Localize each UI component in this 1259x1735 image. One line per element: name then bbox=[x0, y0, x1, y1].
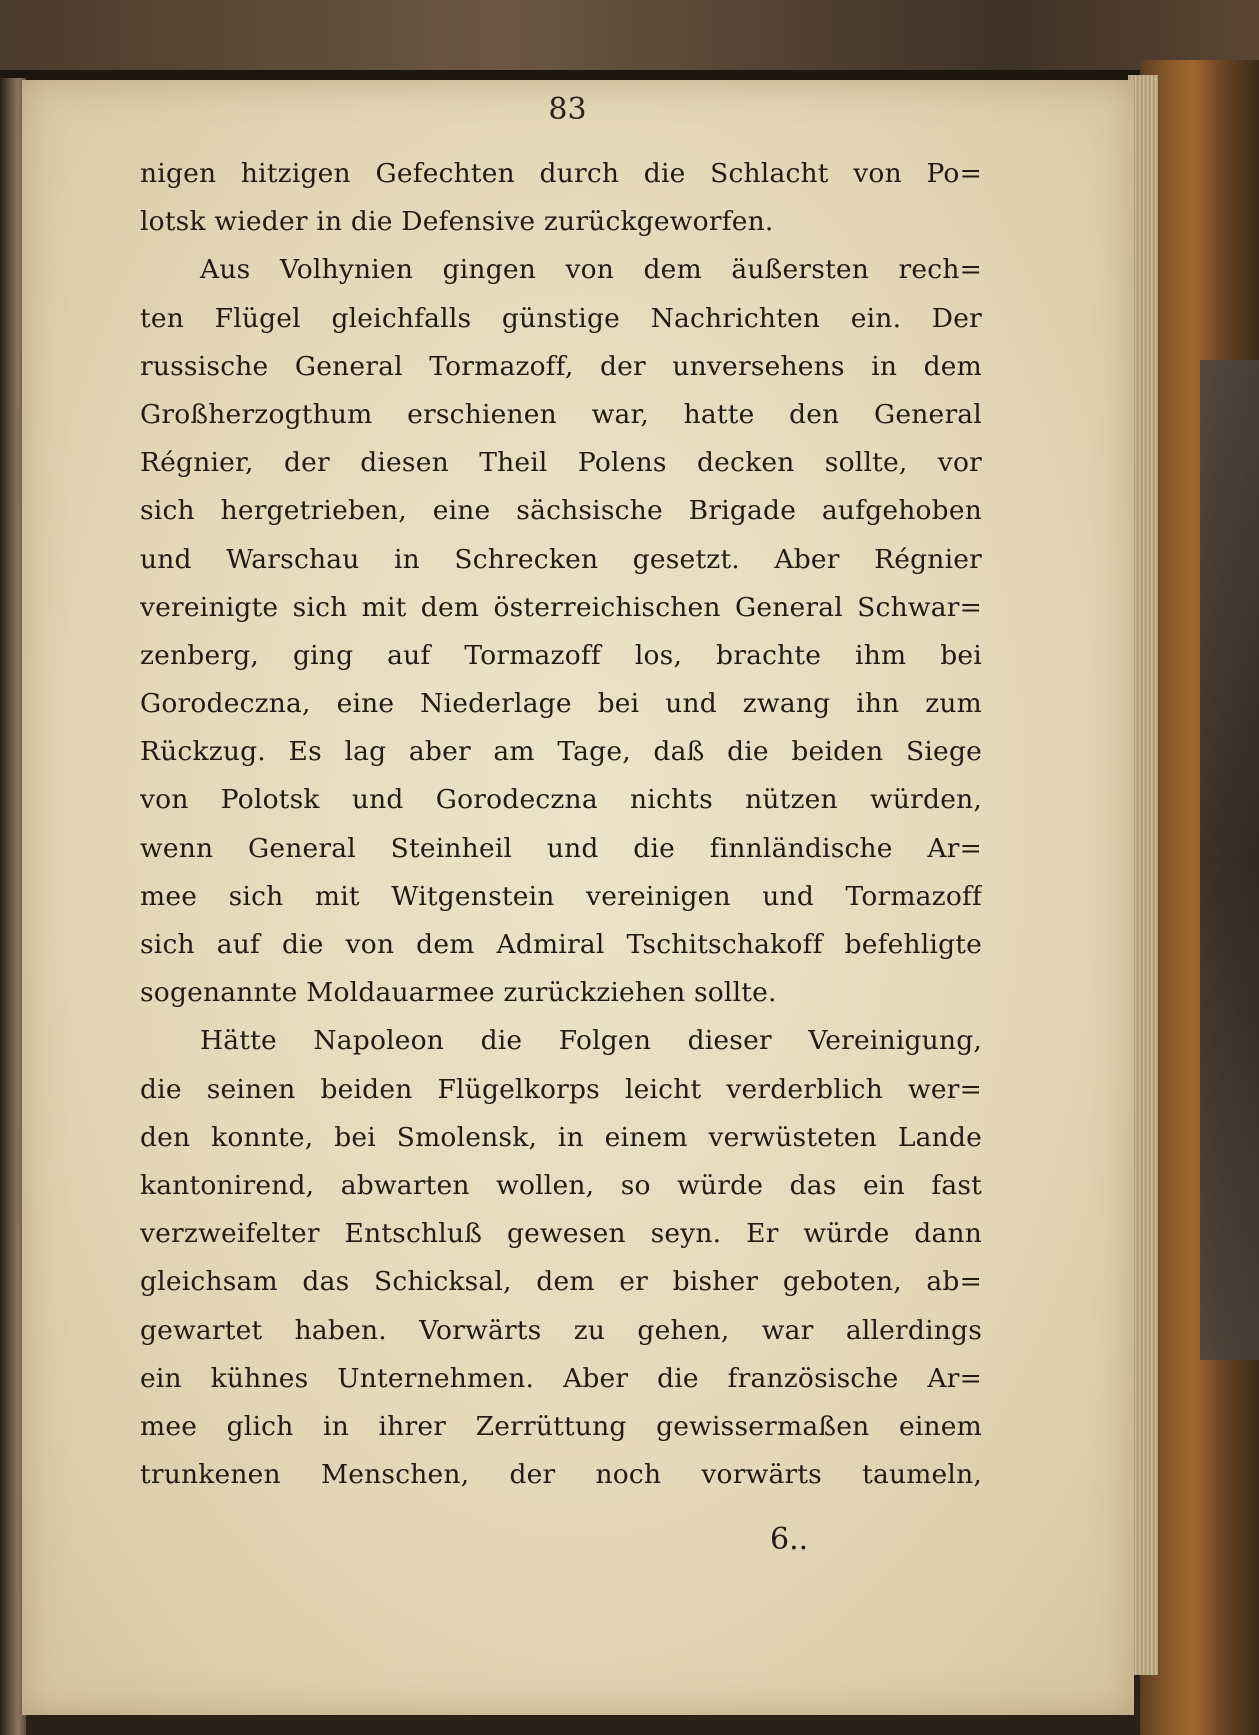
text-line: Großherzogthum erschienen war, hatte den General bbox=[140, 398, 982, 430]
leather-binding bbox=[1200, 360, 1259, 1360]
text-line: den konnte, bei Smolensk, in einem verwüsteten Lande bbox=[140, 1121, 982, 1153]
text-line: trunkenen Menschen, der noch vorwärts taumeln, bbox=[140, 1459, 982, 1491]
text-line: russische General Tormazoff, der unversehens in dem bbox=[140, 350, 982, 382]
text-line: vereinigte sich mit dem österreichischen General Schwar= bbox=[140, 591, 982, 623]
text-line: wenn General Steinheil und die finnländische Ar= bbox=[140, 832, 982, 864]
text-line: Régnier, der diesen Theil Polens decken sollte, vor bbox=[140, 447, 982, 479]
text-line: lotsk wieder in die Defensive zurückgeworfen. bbox=[140, 206, 774, 238]
book-top-edge bbox=[0, 0, 1259, 70]
text-line: Rückzug. Es lag aber am Tage, daß die beiden Siege bbox=[140, 736, 982, 768]
text-line: nigen hitzigen Gefechten durch die Schlacht von Po= bbox=[140, 158, 982, 189]
text-line: ein kühnes Unternehmen. Aber die französische Ar= bbox=[140, 1362, 982, 1394]
text-line: sich hergetrieben, eine sächsische Brigade aufgehoben bbox=[140, 495, 982, 527]
page-text bbox=[140, 150, 982, 1499]
text-line: und Warschau in Schrecken gesetzt. Aber Régnier bbox=[140, 543, 982, 575]
text-line: die seinen beiden Flügelkorps leicht verderblich wer= bbox=[140, 1073, 982, 1105]
text-line: Gorodeczna, eine Niederlage bei und zwang ihn zum bbox=[140, 688, 982, 720]
text-line: gewartet haben. Vorwärts zu gehen, war allerdings bbox=[140, 1314, 982, 1346]
text-line: sogenannte Moldauarmee zurückziehen sollte. bbox=[140, 977, 777, 1009]
text-line: sich auf die von dem Admiral Tschitschakoff befehligte bbox=[140, 929, 982, 960]
text-line: ten Flügel gleichfalls günstige Nachrichten ein. Der bbox=[140, 302, 982, 334]
text-line: mee sich mit Witgenstein vereinigen und Tormazoff bbox=[140, 880, 982, 912]
text-line: mee glich in ihrer Zerrüttung gewissermaßen einem bbox=[140, 1410, 982, 1442]
text-line: gleichsam das Schicksal, dem er bisher geboten, ab= bbox=[140, 1266, 982, 1298]
text-line: Aus Volhynien gingen von dem äußersten rech= bbox=[200, 254, 982, 286]
text-line: Hätte Napoleon die Folgen dieser Vereinigung, bbox=[200, 1025, 982, 1057]
signature-mark: 6.. bbox=[770, 1522, 809, 1557]
text-line: verzweifelter Entschluß gewesen seyn. Er würde dann bbox=[140, 1218, 982, 1250]
text-line: von Polotsk und Gorodeczna nichts nützen würden, bbox=[140, 784, 982, 816]
text-line: zenberg, ging auf Tormazoff los, brachte ihm bei bbox=[140, 639, 982, 671]
page-number: 83 bbox=[548, 92, 587, 127]
text-line: kantonirend, abwarten wollen, so würde das ein fast bbox=[140, 1169, 982, 1201]
